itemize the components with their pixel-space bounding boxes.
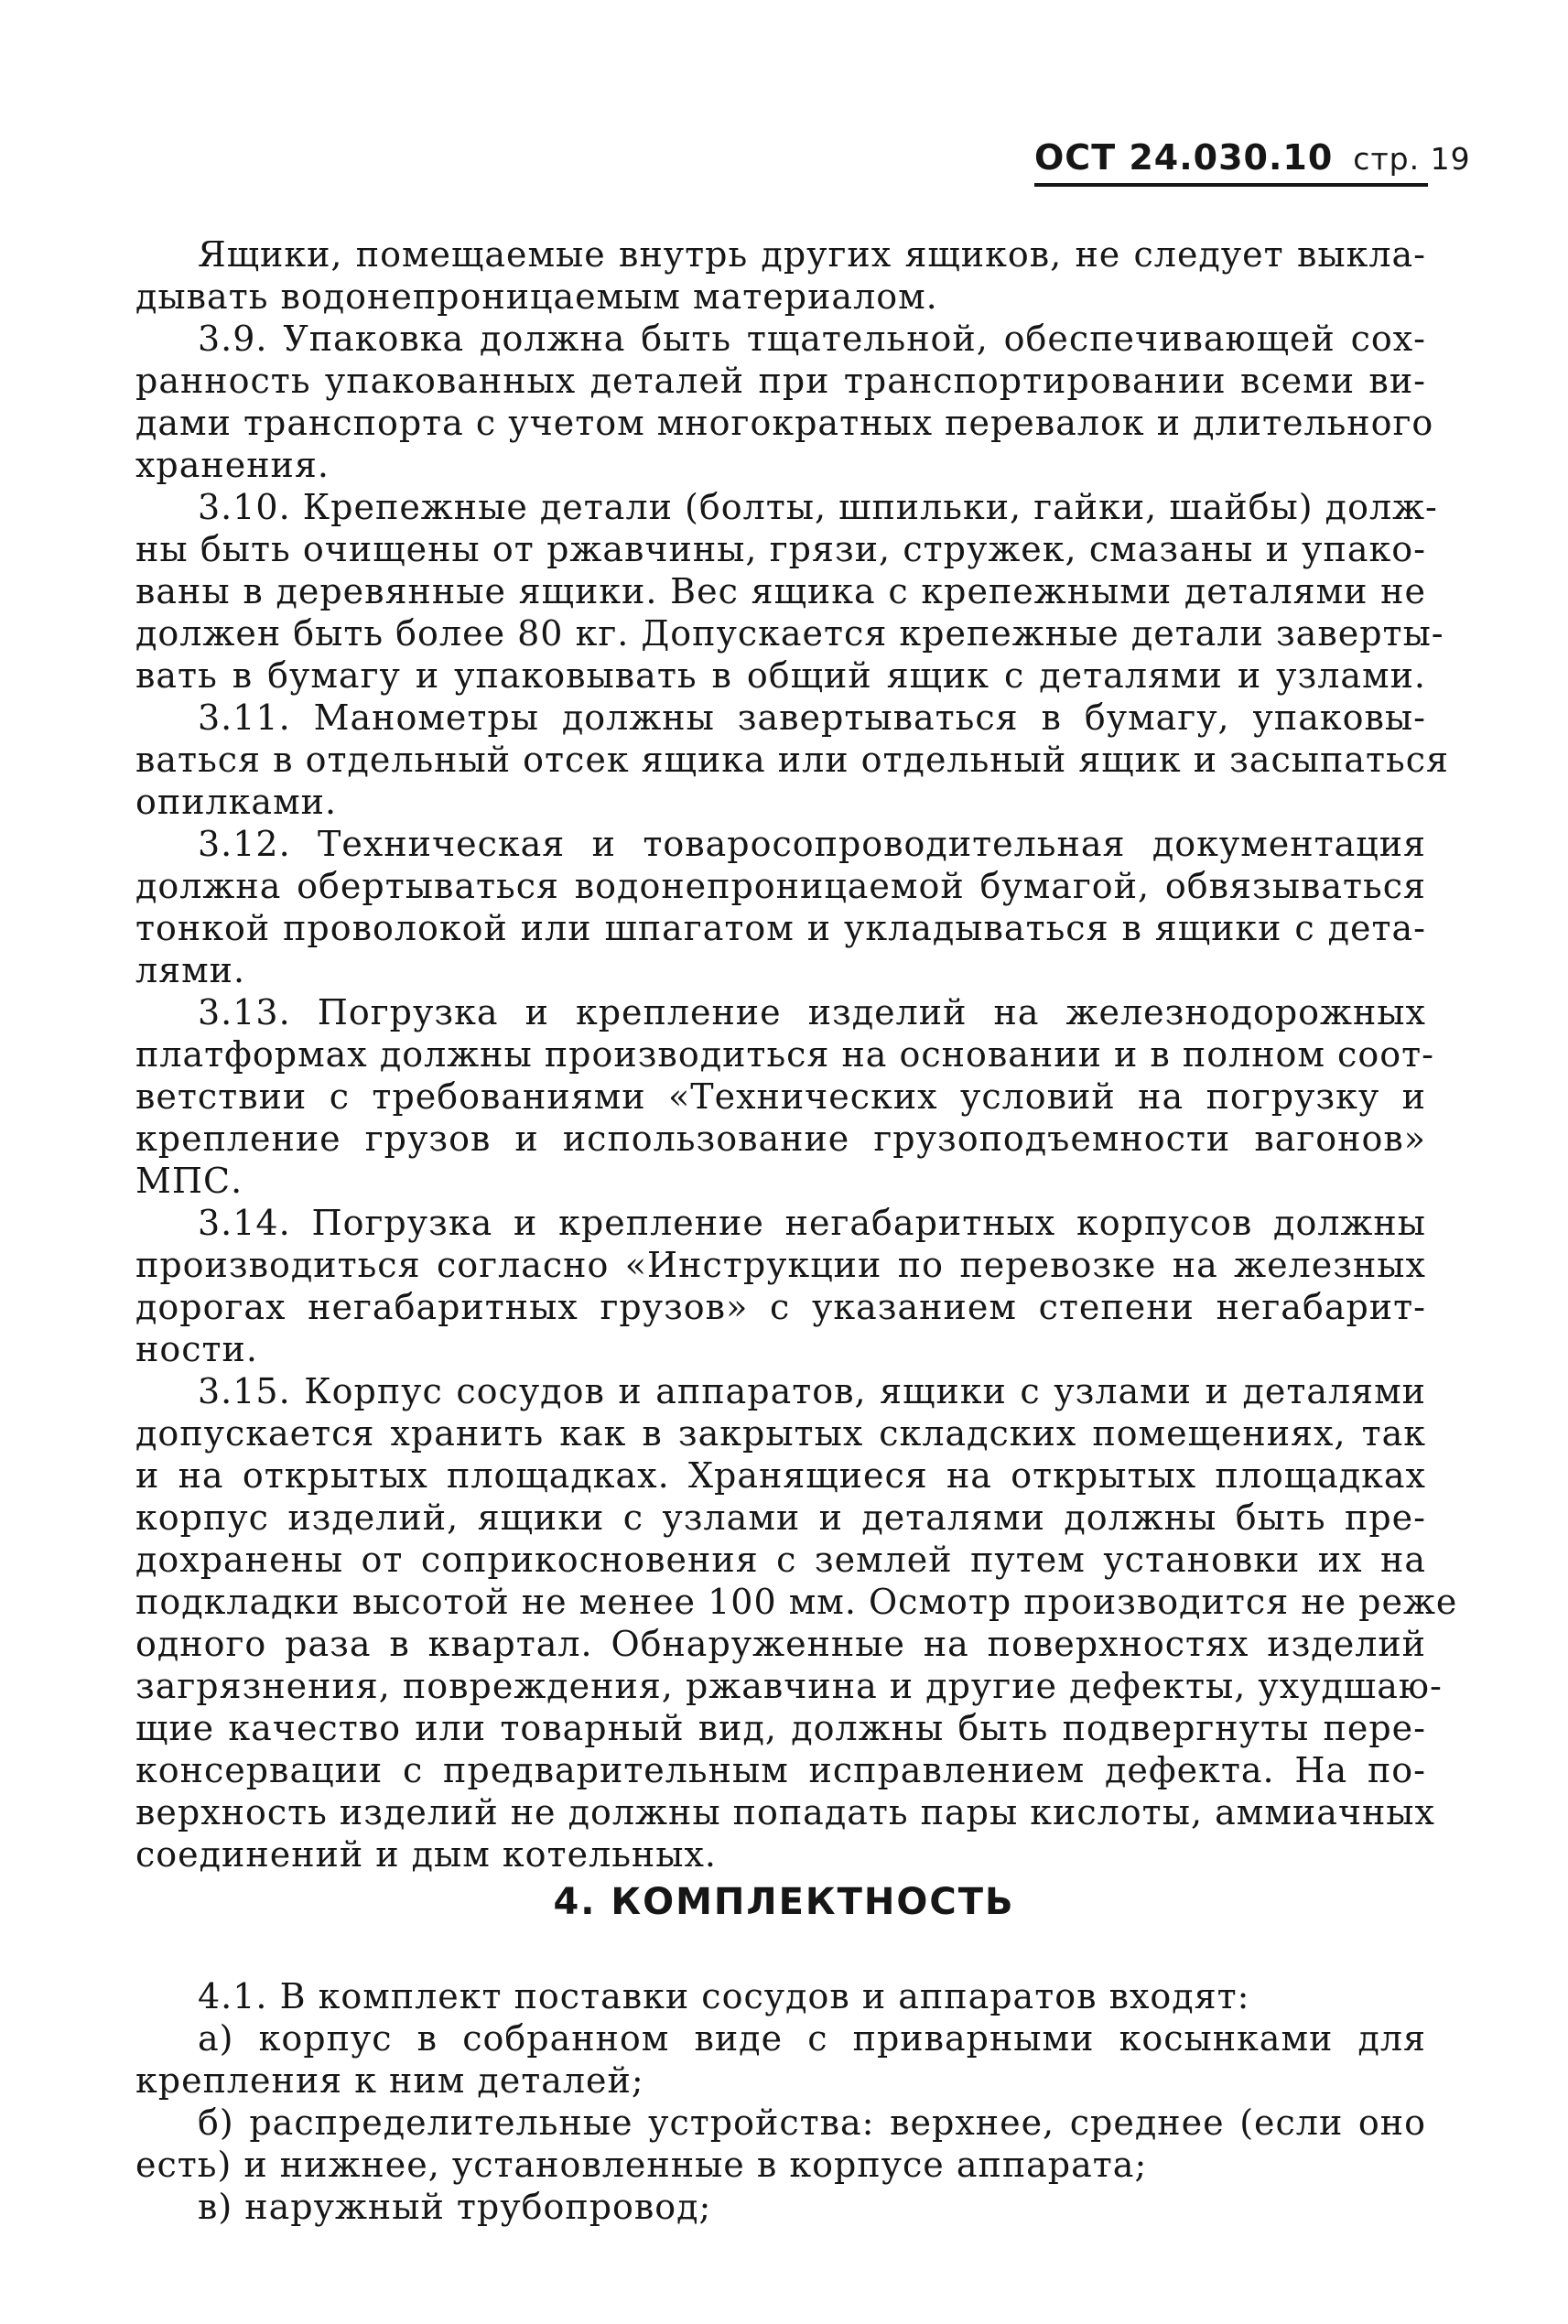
text-line: 3.10. Крепежные детали (болты, шпильки, гайки, шайбы) долж-	[198, 487, 1438, 527]
text-line: одного раза в квартал. Обнаруженные на поверхностях изделий	[135, 1624, 1426, 1664]
text-line: хранения.	[135, 445, 330, 485]
text-line: в) наружный трубопровод;	[198, 2187, 712, 2227]
text-line: дывать водонепроницаемым материалом.	[135, 276, 938, 317]
text-line: щие качество или товарный вид, должны быть подвергнуты пере-	[135, 1708, 1426, 1748]
text-line: 3.15. Корпус сосудов и аппаратов, ящики с узлами и деталями	[198, 1371, 1426, 1411]
text-line: дорогах негабаритных грузов» с указанием степени негабарит-	[135, 1287, 1426, 1327]
text-line: должна обертываться водонепроницаемой бумагой, обвязываться	[135, 866, 1426, 906]
text-line: крепление грузов и использование грузоподъемности вагонов»	[135, 1119, 1426, 1159]
text-line: верхность изделий не должны попадать пары кислоты, аммиачных	[135, 1792, 1435, 1832]
text-line: 3.14. Погрузка и крепление негабаритных корпусов должны	[198, 1203, 1426, 1243]
text-line: тонкой проволокой или шпагатом и укладываться в ящики с дета-	[135, 908, 1426, 948]
text-line: б) распределительные устройства: верхнее, среднее (если оно	[198, 2102, 1426, 2143]
text-line: консервации с предварительным исправлением дефекта. На по-	[135, 1750, 1426, 1790]
text-line: крепления к ним деталей;	[135, 2060, 644, 2101]
text-line: ны быть очищены от ржавчины, грязи, стружек, смазаны и упако-	[135, 529, 1426, 569]
body-text-top	[135, 233, 1458, 1875]
text-line: дохранены от соприкосновения с землей путем установки их на	[135, 1540, 1426, 1580]
text-line: производиться согласно «Инструкции по перевозке на железных	[135, 1245, 1426, 1285]
text-line: допускается хранить как в закрытых складских помещениях, так	[135, 1413, 1426, 1454]
text-line: 4.1. В комплект поставки сосудов и аппаратов входят:	[198, 1976, 1250, 2016]
text-line: а) корпус в собранном виде с приварными косынками для	[198, 2018, 1426, 2059]
text-line: 3.9. Упаковка должна быть тщательной, обеспечивающей сох-	[198, 319, 1426, 359]
text-line: должен быть более 80 кг. Допускается крепежные детали заверты-	[135, 613, 1444, 654]
text-line: МПС.	[135, 1161, 243, 1201]
text-line: дами транспорта с учетом многократных перевалок и длительного	[135, 403, 1434, 443]
standard-code: ОСТ 24.030.10	[1034, 137, 1334, 178]
text-line: и на открытых площадках. Хранящиеся на открытых площадках	[135, 1455, 1426, 1496]
section-heading: 4. КОМПЛЕКТНОСТЬ	[553, 1881, 1015, 1923]
text-line: вать в бумагу и упаковывать в общий ящик с деталями и узлами.	[135, 655, 1426, 696]
text-line: ваться в отдельный отсек ящика или отдельный ящик и засыпаться	[135, 740, 1449, 780]
text-line: есть) и нижнее, установленные в корпусе аппарата;	[135, 2145, 1148, 2185]
text-line: загрязнения, повреждения, ржавчина и другие дефекты, ухудшаю-	[135, 1666, 1443, 1706]
body-text-bottom	[135, 1975, 1426, 2228]
text-line: подкладки высотой не менее 100 мм. Осмотр производится не реже	[135, 1582, 1458, 1622]
text-line: ности.	[135, 1329, 258, 1369]
text-line: опилками.	[135, 782, 338, 822]
text-line: 3.13. Погрузка и крепление изделий на железнодорожных	[198, 992, 1426, 1032]
text-line: ваны в деревянные ящики. Вес ящика с крепежными деталями не	[135, 571, 1426, 611]
page-header	[1034, 137, 1471, 187]
page-number: стр. 19	[1353, 141, 1471, 177]
text-line: Ящики, помещаемые внутрь других ящиков, не следует выкла-	[198, 234, 1426, 275]
text-line: лями.	[135, 950, 246, 990]
text-line: 3.12. Техническая и товаросопроводительная документация	[198, 824, 1426, 864]
text-line: платформах должны производиться на основании и в полном соот-	[135, 1034, 1434, 1075]
text-line: ветствии с требованиями «Технических условий на погрузку и	[135, 1076, 1426, 1117]
text-line: 3.11. Манометры должны завертываться в бумагу, упаковы-	[198, 697, 1426, 738]
text-line: корпус изделий, ящики с узлами и деталями должны быть пре-	[135, 1497, 1426, 1538]
text-line: соединений и дым котельных.	[135, 1834, 717, 1875]
text-line: ранность упакованных деталей при транспортировании всеми ви-	[135, 361, 1426, 401]
